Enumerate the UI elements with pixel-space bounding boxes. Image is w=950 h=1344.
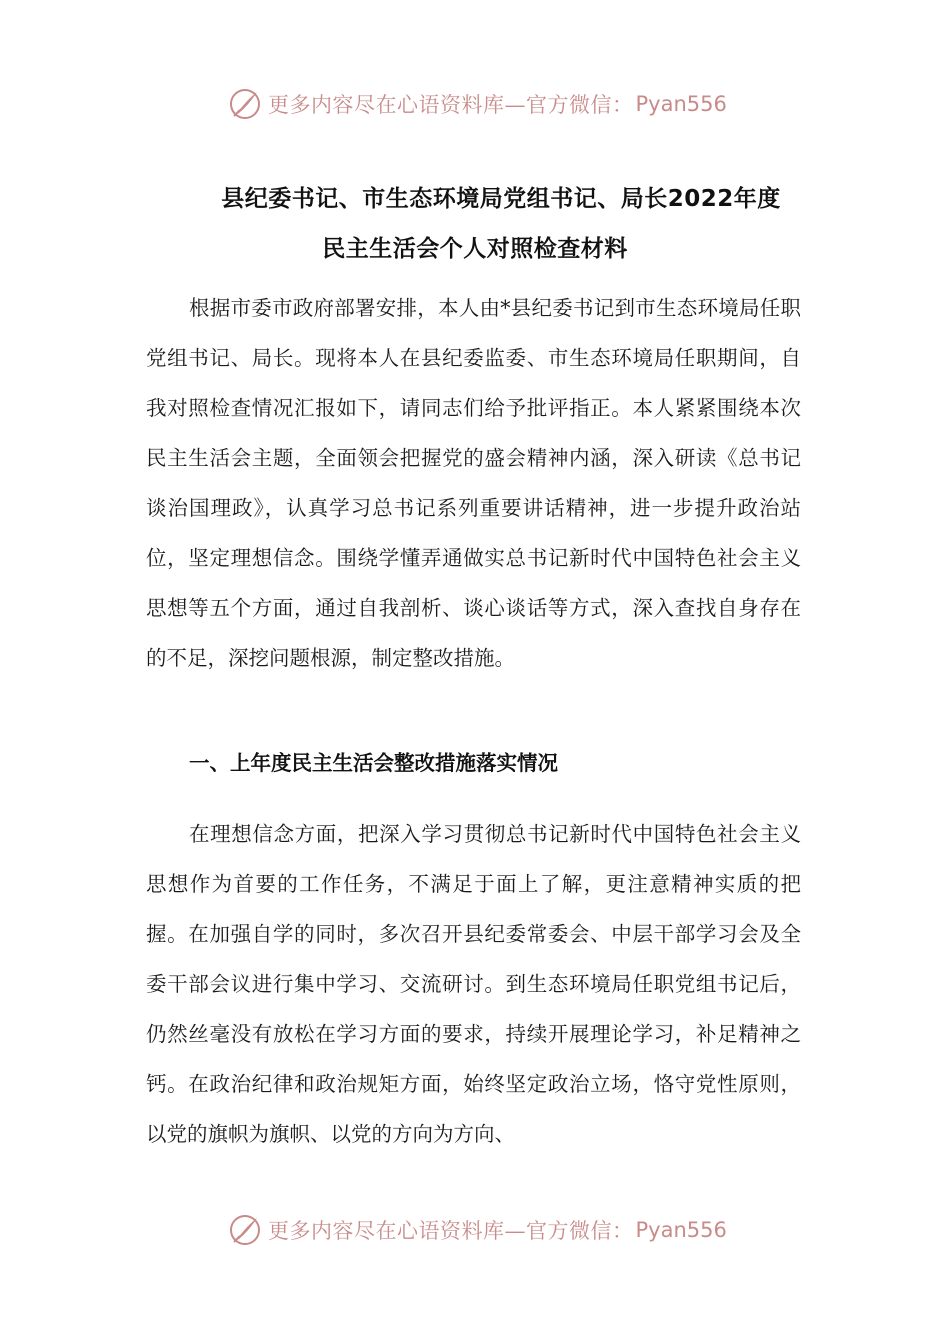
quill-logo-icon [228,1213,262,1247]
quill-logo-icon [228,87,262,121]
header-watermark-banner [228,86,727,122]
banner-text: 更多内容尽在心语资料库—官方微信： [268,1219,634,1243]
banner-text: 更多内容尽在心语资料库—官方微信： [268,93,634,117]
section-paragraph: 在理想信念方面，把深入学习贯彻总书记新时代中国特色社会主义思想作为首要的工作任务，不满足于面上了解，更注意精神实质的把握。在加强自学的同时，多次召开县纪委常委会、中层干部学习会及全委干部会议进行集中学习、交流研讨。到生态环境局任职党组书记后，仍然丝毫没有放松在学习方面的要求，持续开展理论学习，补足精神之钙。在政治纪律和政治规矩方面，始终坚定政治立场，恪守党性原则，以党的旗帜为旗帜、以党的方向为方向、 [146,822,801,1146]
section-heading: 一、上年度民主生活会整改措施落实情况 [189,751,558,775]
document-title-line-1: 县纪委书记、市生态环境局党组书记、局长2022年度 [221,186,781,212]
wechat-id: Pyan556 [635,92,727,116]
wechat-id: Pyan556 [635,1218,727,1242]
footer-watermark-banner [228,1212,727,1248]
document-title-line-2: 民主生活会个人对照检查材料 [322,236,628,262]
intro-paragraph: 根据市委市政府部署安排，本人由*县纪委书记到市生态环境局任职党组书记、局长。现将本人在县纪委监委、市生态环境局任职期间，自我对照检查情况汇报如下，请同志们给予批评指正。本人紧紧围绕本次民主生活会主题，全面领会把握党的盛会精神内涵，深入研读《总书记谈治国理政》，认真学习总书记系列重要讲话精神，进一步提升政治站位，坚定理想信念。围绕学懂弄通做实总书记新时代中国特色社会主义思想等五个方面，通过自我剖析、谈心谈话等方式，深入查找自身存在的不足，深挖问题根源，制定整改措施。 [146,296,801,670]
